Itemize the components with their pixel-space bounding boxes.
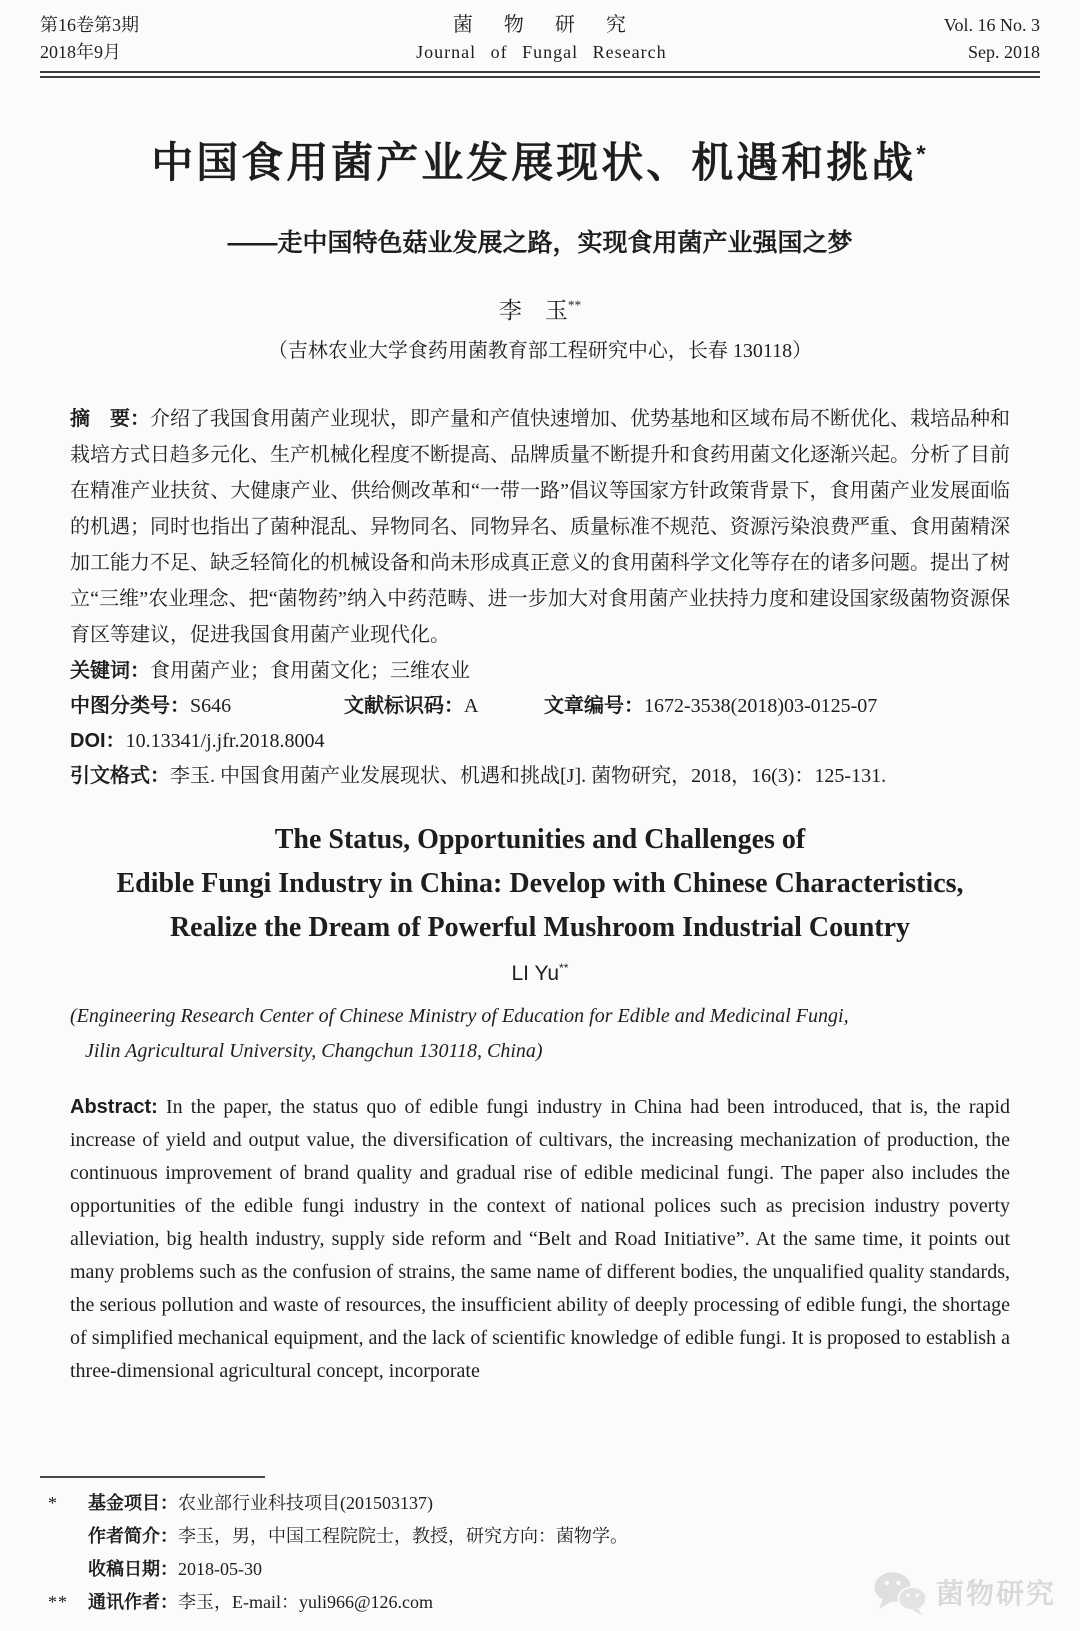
author-en — [40, 961, 1040, 986]
date-en: Sep. 2018 — [968, 42, 1040, 62]
keywords-label: 关键词： — [70, 660, 150, 682]
doi-label: DOI： — [70, 730, 126, 752]
received-date-text: 2018-05-30 — [178, 1559, 262, 1579]
keywords-line — [70, 653, 1010, 689]
header-right — [944, 12, 1040, 66]
article-subtitle-cn: ——走中国特色菇业发展之路，实现食用菌产业强国之梦 — [227, 229, 853, 257]
abstract-cn-text: 介绍了我国食用菌产业现状，即产量和产值快速增加、优势基地和区域布局不断优化、栽培品种和栽培方式日趋多元化、生产机械化程度不断提高、品牌质量不断提升和食药用菌文化逐渐兴起。分析了目前在精准产业扶贫、大健康产业、供给侧改革和“一带一路”倡议等国家方针政策背景下，食用菌产业发展面临的机遇；同时也指出了菌种混乱、异物同名、同物异名、质量标准不规范、资源污染浪费严重、食用菌精深加工能力不足、缺乏轻简化的机械设备和尚未形成真正意义的食用菌科学文化等存在的诸多问题。提出了树立“三维”农业理念、把“菌物药”纳入中药范畴、进一步加大对食用菌产业扶持力度和建设国家级菌物资源保育区等建议，促进我国食用菌产业现代化。 — [70, 408, 1010, 646]
article-title-en — [40, 818, 1040, 950]
affiliation-en-line2: Jilin Agricultural University, Changchun 130118, China) — [85, 1040, 543, 1062]
footnote-mark-empty — [40, 1553, 88, 1586]
footnote-mark-double-asterisk: ** — [48, 1592, 68, 1612]
received-date-label: 收稿日期： — [88, 1559, 178, 1579]
footnote-mark-asterisk: * — [48, 1493, 58, 1513]
header-center — [139, 12, 944, 66]
footnote-fund — [40, 1487, 1040, 1520]
title-en-line3: Realize the Dream of Powerful Mushroom Industrial Country — [169, 912, 911, 943]
journal-title-cn: 菌 物 研 究 — [452, 14, 630, 36]
header-left — [40, 12, 139, 66]
corresponding-author-text: 李玉，E-mail：yuli966@126.com — [178, 1592, 434, 1612]
abstract-en-text: In the paper, the status quo of edible fungi industry in China had been introduced, that is, the rapid increase of yield and output value, the diversification of cultivars, the increasing mechanization of production, the continuous improvement of brand quality and gradual rise of edible medicinal fungi. The paper also includes the opportunities of the edible fungi industry in the context of national polices such as precision industry poverty alleviation, big health industry, supply side reform and “Belt and Road Initiative”. At the same time, it points out many problems such as the confusion of strains, the same name of different bodies, the unqualified quality standards, the serious pollution and waste of resources, the insufficient ability of deeply processing of edible fungi, the shortage of simplified mechanical equipment, and the lack of scientific knowledge of edible fungi. It is proposed to establish a three-dimensional agricultural concept, incorporate — [70, 1096, 1011, 1382]
author-cn-name: 李 玉 — [498, 298, 568, 323]
article-id-value: 1672-3538(2018)03-0125-07 — [644, 695, 878, 717]
classification-row — [70, 689, 1010, 724]
volume-issue-en: Vol. 16 No. 3 — [943, 15, 1040, 35]
doi-value: 10.13341/j.jfr.2018.8004 — [125, 730, 325, 752]
date-cn: 2018年9月 — [40, 42, 121, 62]
wechat-icon — [871, 1569, 929, 1615]
clc-label: 中图分类号： — [70, 695, 190, 717]
author-en-name: LI Yu — [511, 962, 559, 985]
article-id-label: 文章编号： — [544, 695, 644, 717]
author-bio-label: 作者简介： — [88, 1526, 178, 1546]
fund-label: 基金项目： — [88, 1493, 178, 1513]
article-id-segment — [544, 689, 877, 724]
watermark-text: 菌物研究 — [935, 1578, 1056, 1609]
affiliation-en — [70, 999, 1010, 1069]
doc-code-segment — [344, 689, 544, 724]
doc-code-label: 文献标识码： — [344, 695, 464, 717]
citation-value: 李玉. 中国食用菌产业发展现状、机遇和挑战[J]. 菌物研究，2018，16(3)：125-131. — [170, 765, 887, 787]
abstract-en-spacer — [158, 1096, 166, 1118]
author-cn — [40, 292, 1040, 325]
clc-segment — [70, 689, 344, 724]
header-double-rule — [40, 71, 1040, 78]
footnote-separator — [40, 1476, 265, 1478]
abstract-en — [70, 1091, 1010, 1388]
fund-text: 农业部行业科技项目(201503137) — [178, 1493, 433, 1513]
article-title-cn-text: 中国食用菌产业发展现状、机遇和挑战 — [151, 139, 917, 186]
author-footnote-mark: ** — [567, 297, 582, 313]
abstract-cn — [70, 401, 1010, 653]
journal-watermark — [871, 1569, 1056, 1615]
title-en-line2: Edible Fungi Industry in China: Develop with Chinese Characteristics, — [116, 868, 964, 899]
footnote-mark-empty — [40, 1520, 88, 1553]
abstract-en-label: Abstract: — [70, 1096, 158, 1118]
title-footnote-mark: * — [916, 141, 929, 168]
citation-label: 引文格式： — [70, 765, 170, 787]
clc-value: S646 — [190, 695, 232, 717]
footnote-author-bio — [40, 1520, 1040, 1553]
journal-header — [40, 12, 1040, 66]
volume-issue-cn: 第16卷第3期 — [40, 15, 139, 35]
article-title-cn — [40, 130, 1040, 190]
citation-line — [70, 759, 1010, 794]
author-en-footnote-mark: ** — [559, 961, 569, 975]
doi-line — [70, 724, 1010, 759]
author-bio-text: 李玉，男，中国工程院院士，教授，研究方向：菌物学。 — [178, 1526, 628, 1546]
title-en-line1: The Status, Opportunities and Challenges of — [274, 824, 806, 855]
corresponding-author-label: 通讯作者： — [88, 1592, 178, 1612]
doc-code-value: A — [464, 695, 479, 717]
keywords-text: 食用菌产业；食用菌文化；三维农业 — [150, 660, 470, 682]
journal-title-en: Journal of Fungal Research — [416, 42, 667, 62]
affiliation-en-line1: (Engineering Research Center of Chinese Ministry of Education for Edible and Medicinal Fungi, — [70, 1005, 849, 1027]
abstract-cn-label: 摘 要： — [70, 408, 150, 430]
affiliation-cn: （吉林农业大学食药用菌教育部工程研究中心，长春 130118） — [267, 340, 813, 362]
